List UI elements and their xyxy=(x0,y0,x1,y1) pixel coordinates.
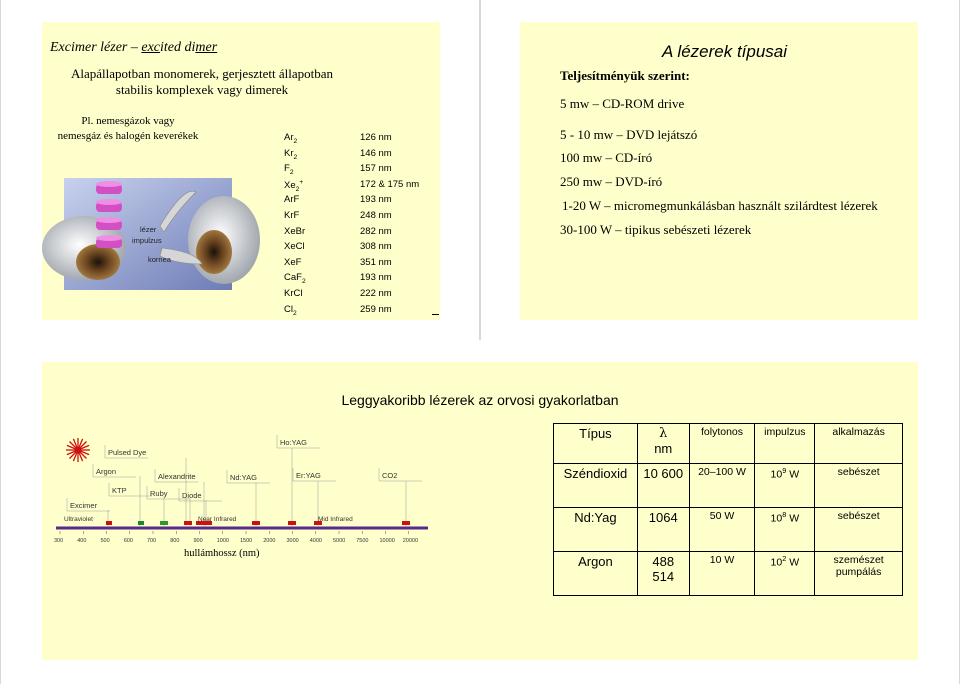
pulse-exp: 2 xyxy=(782,554,787,563)
laser-label: Diode xyxy=(182,491,202,500)
axis-tick-label: 500 xyxy=(100,538,110,544)
power-list-item: 5 mw – CD-ROM drive xyxy=(560,96,685,111)
gas-wavelength: 351 nm xyxy=(360,256,392,268)
power-list-item: 5 - 10 mw – DVD lejátszó xyxy=(560,127,698,142)
laser-label: Pulsed Dye xyxy=(108,448,147,457)
cell-lambda: 10 600 xyxy=(637,464,689,508)
power-list-item: 250 mw – DVD-író xyxy=(560,174,663,189)
header-use: alkalmazás xyxy=(815,424,903,464)
gas-wavelength: 248 nm xyxy=(360,210,392,221)
gas-formula: XeF xyxy=(284,256,302,268)
header-pulse: impulzus xyxy=(755,424,815,464)
axis-tick-label: 700 xyxy=(147,538,157,544)
laser-label: Ruby xyxy=(150,489,168,498)
slide1-title xyxy=(50,40,217,56)
laser-spectrum-diagram xyxy=(56,428,428,560)
laser-band-bar xyxy=(106,521,112,525)
label-cornea: kornea xyxy=(148,255,171,264)
axis-tick-label: 1500 xyxy=(240,538,253,544)
gas-wavelength: 193 nm xyxy=(360,272,392,284)
table-header-row xyxy=(554,424,903,464)
pulse-unit: W xyxy=(786,556,800,569)
axis-tick-label: 5000 xyxy=(333,538,346,544)
title-part: ited di xyxy=(160,40,196,55)
gas-wavelength: 157 nm xyxy=(360,163,392,175)
example-line: nemesgáz és halogén keverékek xyxy=(57,130,199,142)
axis-tick-label: 7500 xyxy=(356,538,369,544)
lambda-symbol: λ xyxy=(659,426,668,441)
table-row xyxy=(554,552,903,596)
laser-band-bar xyxy=(402,521,410,525)
laser-band-bar xyxy=(252,521,260,525)
title-part: Excimer lézer – xyxy=(50,40,142,55)
gas-wavelength: 172 & 175 nm xyxy=(360,178,420,190)
starburst-center xyxy=(75,447,81,453)
cell-continuous: 10 W xyxy=(689,552,755,596)
axis-tick-label: 800 xyxy=(170,538,180,544)
laser-band-bar xyxy=(138,521,144,525)
gas-formula: $F_2$ xyxy=(284,163,294,177)
header-lambda xyxy=(637,424,689,464)
axis-tick-label: 2000 xyxy=(263,538,276,544)
gas-formula: KrF xyxy=(284,210,300,221)
gas-formula: ArF xyxy=(284,194,300,206)
desc-line: stabilis komplexek vagy dimerek xyxy=(115,82,289,97)
gas-formula: XeCl xyxy=(284,241,305,253)
laser-band-bar xyxy=(288,521,296,525)
pulse-base: 10 xyxy=(770,556,783,569)
spectrum-axis-label: hullámhossz (nm) xyxy=(184,548,260,559)
laser-label: Er:YAG xyxy=(296,471,321,480)
laser-label: Alexandrite xyxy=(158,472,196,481)
band-label-near-ir: Near Infrared xyxy=(198,516,237,523)
cell-continuous: 20–100 W xyxy=(689,464,755,508)
use-value: szemészet xyxy=(833,554,884,566)
cell-pulse xyxy=(755,464,815,508)
label-laser: lézer xyxy=(140,225,157,234)
gas-wavelength: 282 nm xyxy=(360,225,392,237)
axis-tick-label: 4000 xyxy=(309,538,322,544)
laser-label: Argon xyxy=(96,467,117,476)
desc-line: Alapállapotban monomerek, gerjesztett állapotban xyxy=(70,66,334,81)
cell-lambda: 1064 xyxy=(637,508,689,552)
laser-label: KTP xyxy=(112,486,127,495)
gas-formula: $Kr_2$ xyxy=(284,147,298,161)
slide1-example xyxy=(48,114,208,144)
example-line: Pl. nemesgázok vagy xyxy=(81,115,175,127)
laser-band-bar xyxy=(160,521,168,525)
axis-tick-label: 600 xyxy=(123,538,133,544)
pulse-exp: 8 xyxy=(782,510,787,519)
laser-label: Nd:YAG xyxy=(230,473,257,482)
cell-type: Argon xyxy=(554,552,638,596)
axis-tick-label: 10000 xyxy=(379,538,395,544)
cell-pulse xyxy=(755,552,815,596)
laser-eye-diagram xyxy=(64,178,232,290)
slide-mark xyxy=(432,314,439,315)
medical-laser-table xyxy=(553,423,903,596)
cell-use: sebészet xyxy=(815,464,903,508)
cell-lambda xyxy=(637,552,689,596)
cell-use xyxy=(815,552,903,596)
pulse-exp: 9 xyxy=(782,466,787,475)
table-row xyxy=(554,508,903,552)
slide2-heading: A lézerek típusai xyxy=(662,42,788,61)
axis-tick-label: 1000 xyxy=(216,538,229,544)
power-list-item: 100 mw – CD-író xyxy=(560,150,653,165)
gas-wavelength: 126 nm xyxy=(360,132,392,143)
gas-wavelength: 259 nm xyxy=(360,303,392,315)
slide2-subheading: Teljesítményük szerint: xyxy=(560,68,690,83)
title-part-underlined: mer xyxy=(195,40,218,55)
gas-formula: CaF$_2$ xyxy=(284,272,306,286)
pulse-unit: W xyxy=(786,468,800,481)
axis-tick-label: 900 xyxy=(193,538,203,544)
slide1-description xyxy=(52,66,352,98)
gas-formula: $Cl_2$ xyxy=(284,303,297,317)
laser-label: Ho:YAG xyxy=(280,438,307,447)
cell-continuous: 50 W xyxy=(689,508,755,552)
laser-band-bar xyxy=(184,521,192,525)
laser-label: Excimer xyxy=(70,501,98,510)
axis-tick-label: 300 xyxy=(54,538,64,544)
axis-tick-label: 20000 xyxy=(402,538,419,544)
header-type: Típus xyxy=(554,424,638,464)
cell-use: sebészet xyxy=(815,508,903,552)
gas-formula: XeBr xyxy=(284,225,306,237)
power-list-item: 1-20 W – micromegmunkálásban használt szilárdtest lézerek xyxy=(562,198,878,213)
slide-laser-types xyxy=(520,22,918,320)
gas-formula: KrCl xyxy=(284,288,303,299)
gas-wavelength: 146 nm xyxy=(360,147,392,159)
band-label-uv: Ultraviolet xyxy=(64,516,93,523)
gas-wavelength: 222 nm xyxy=(360,288,392,299)
title-part-underlined: exc xyxy=(141,40,161,55)
gas-wavelength: 308 nm xyxy=(360,241,392,253)
cell-type: Nd:Yag xyxy=(554,508,638,552)
gas-wavelength: 193 nm xyxy=(360,194,392,206)
pulse-unit: W xyxy=(786,512,800,525)
band-label-mid-ir: Mid Infrared xyxy=(318,516,353,523)
pulse-base: 10 xyxy=(770,468,783,481)
cell-pulse xyxy=(755,508,815,552)
lambda-value: 514 xyxy=(652,569,675,584)
pulse-base: 10 xyxy=(770,512,783,525)
cell-type: Széndioxid xyxy=(554,464,638,508)
lambda-value: 488 xyxy=(652,554,675,569)
use-value: pumpálás xyxy=(835,566,882,578)
laser-label: CO2 xyxy=(382,471,398,480)
axis-tick-label: 3000 xyxy=(286,538,299,544)
lambda-unit: nm xyxy=(654,441,673,456)
slide3-title: Leggyakoribb lézerek az orvosi gyakorlatban xyxy=(341,392,619,408)
header-continuous: folytonos xyxy=(689,424,755,464)
gas-formula: $Ar_2$ xyxy=(284,132,298,145)
label-impulse: impulzus xyxy=(132,236,162,245)
power-list-item: 30-100 W – tipikus sebészeti lézerek xyxy=(560,222,752,237)
table-row xyxy=(554,464,903,508)
axis-tick-label: 400 xyxy=(77,538,87,544)
gas-formula: $Xe_2^+$ xyxy=(284,178,304,193)
